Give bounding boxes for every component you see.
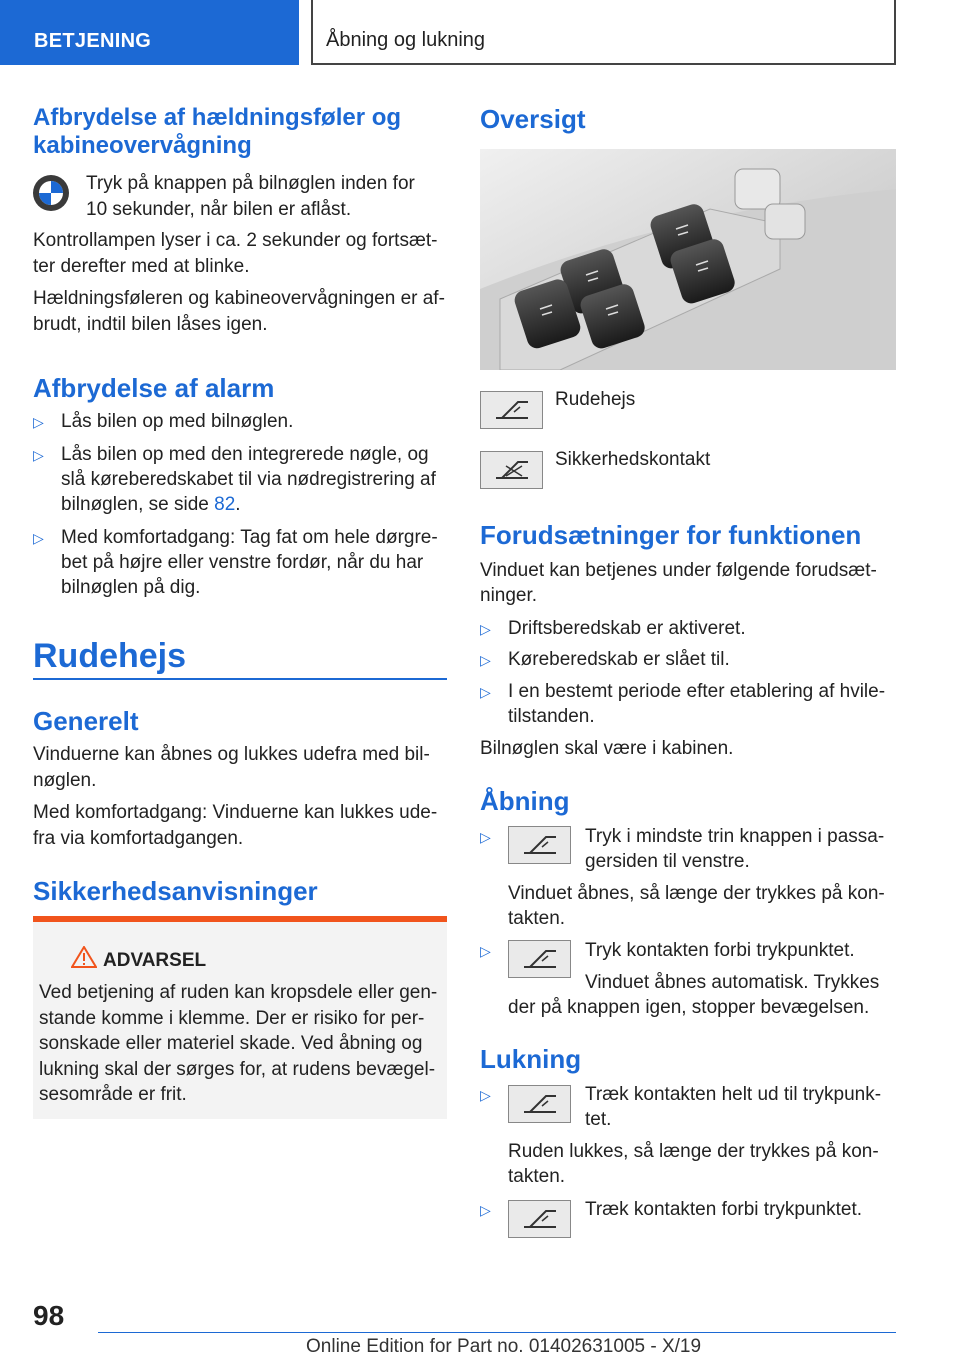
open-text-2b: Vinduet åbnes automatisk. Trykkes — [585, 972, 880, 993]
heading-tilt-sensor: Afbrydelse af hældningsføler og kabineovervågning — [33, 104, 402, 159]
list-item: ▷ Driftsberedskab er aktiveret. — [480, 616, 746, 642]
door-switch-photo — [480, 149, 896, 370]
triangle-bullet-icon: ▷ — [480, 652, 491, 668]
warning-text: Ved betjening af ruden kan kropsdele eller gen- stande komme i klemme. Der er risiko for per- sonskade eller materiel skade. Ved åbning og lukning skal der sørges for, at rudens bevægel- sesområde er frit. — [39, 982, 438, 1105]
window-switch-icon — [480, 391, 543, 429]
triangle-bullet-icon: ▷ — [480, 943, 491, 959]
heading-rule — [33, 678, 447, 680]
list-item: ▷ Lås bilen op med bilnøglen. — [33, 409, 293, 435]
tilt-text-3b: brudt, indtil bilen låses igen. — [33, 314, 268, 335]
warning-title: ADVARSEL — [103, 950, 207, 971]
legend-window-switch: Rudehejs — [555, 389, 636, 410]
prereq-text-1a: Vinduet kan betjenes under følgende forudsæt- — [480, 560, 877, 581]
open-text-1c: Vinduet åbnes, så længe der trykkes på kon- — [508, 883, 885, 904]
generelt-text-2a: Med komfortadgang: Vinduerne kan lukkes ude- — [33, 802, 438, 823]
list-item-cont: tilstanden. — [508, 706, 595, 727]
tilt-text-2a: Kontrollampen lyser i ca. 2 sekunder og fortsæt- — [33, 230, 438, 251]
bmw-key-icon — [33, 175, 69, 211]
window-switch-icon — [508, 1200, 571, 1238]
warning-box — [33, 916, 447, 1119]
heading-closing: Lukning — [480, 1044, 582, 1074]
chapter-tab — [311, 0, 896, 65]
open-text-2c: der på knappen igen, stopper bevægelsen. — [508, 997, 870, 1018]
list-item: ▷ Køreberedskab er slået til. — [480, 647, 730, 673]
triangle-bullet-icon: ▷ — [480, 621, 491, 637]
list-item: ▷ Med komfortadgang: Tag fat om hele dørgre- — [33, 525, 438, 551]
generelt-text-1a: Vinduerne kan åbnes og lukkes udefra med bil- — [33, 744, 430, 765]
tilt-text-2b: ter derefter med at blinke. — [33, 256, 250, 277]
triangle-bullet-icon: ▷ — [480, 829, 491, 845]
chapter-title: Åbning og lukning — [326, 29, 486, 51]
warning-triangle-icon — [71, 946, 97, 968]
open-text-2a: Tryk kontakten forbi trykpunktet. — [585, 940, 855, 961]
heading-oversigt: Oversigt — [480, 104, 586, 134]
list-item-cont: bilnøglen, se side 82. — [61, 494, 241, 515]
window-switch-icon — [508, 1085, 571, 1123]
heading-prerequisites: Forudsætninger for funktionen — [480, 520, 862, 550]
page-number: 98 — [33, 1300, 65, 1331]
close-text-2: Træk kontakten forbi trykpunktet. — [585, 1199, 863, 1220]
heading-opening: Åbning — [480, 786, 570, 816]
legend-safety-switch: Sikkerhedskontakt — [555, 449, 711, 470]
tilt-text-1a: Tryk på knappen på bilnøglen inden for — [86, 173, 415, 194]
heading-generelt: Generelt — [33, 706, 139, 736]
list-item: ▷ I en bestemt periode efter etablering af hvile- — [480, 679, 885, 705]
section-title: BETJENING — [34, 30, 152, 52]
footer-rule — [98, 1332, 896, 1333]
heading-alarm: Afbrydelse af alarm — [33, 373, 275, 403]
triangle-bullet-icon: ▷ — [33, 530, 44, 546]
list-item-cont: slå køreberedskabet til via nødregistrering af — [61, 469, 436, 490]
heading-rudehejs: Rudehejs — [33, 637, 187, 675]
close-text-1c: Ruden lukkes, så længe der trykkes på kon- — [508, 1141, 879, 1162]
prereq-text-1b: ninger. — [480, 585, 538, 606]
tilt-text-3a: Hældningsføleren og kabineovervågningen er af- — [33, 288, 445, 309]
close-text-1d: takten. — [508, 1166, 566, 1187]
window-switch-icon — [508, 826, 571, 864]
generelt-text-1b: nøglen. — [33, 770, 97, 791]
generelt-text-2b: fra via komfortadgangen. — [33, 828, 244, 849]
triangle-bullet-icon: ▷ — [33, 447, 44, 463]
list-item: ▷ Lås bilen op med den integrerede nøgle, og — [33, 442, 429, 468]
prereq-text-2: Bilnøglen skal være i kabinen. — [480, 738, 734, 759]
open-text-1d: takten. — [508, 908, 566, 929]
safety-switch-icon — [480, 451, 543, 489]
triangle-bullet-icon: ▷ — [480, 1202, 491, 1218]
triangle-bullet-icon: ▷ — [480, 684, 491, 700]
list-item-cont: bilnøglen på dig. — [61, 577, 201, 598]
heading-safety: Sikkerhedsanvisninger — [33, 876, 318, 906]
tilt-text-1b: 10 sekunder, når bilen er aflåst. — [86, 199, 352, 220]
list-item-cont: bet på højre eller venstre fordør, når du har — [61, 552, 424, 573]
open-text-1b: gersiden til venstre. — [585, 851, 750, 872]
triangle-bullet-icon: ▷ — [33, 414, 44, 430]
open-text-1a: Tryk i mindste trin knappen i passa- — [585, 826, 885, 847]
close-text-1b: tet. — [585, 1109, 612, 1130]
window-switch-icon — [508, 940, 571, 978]
footer-edition: Online Edition for Part no. 01402631005 - X/19 — [306, 1336, 702, 1357]
section-tab — [0, 0, 299, 65]
page-ref-link[interactable]: 82 — [214, 494, 236, 515]
close-text-1a: Træk kontakten helt ud til trykpunk- — [585, 1084, 882, 1105]
triangle-bullet-icon: ▷ — [480, 1087, 491, 1103]
